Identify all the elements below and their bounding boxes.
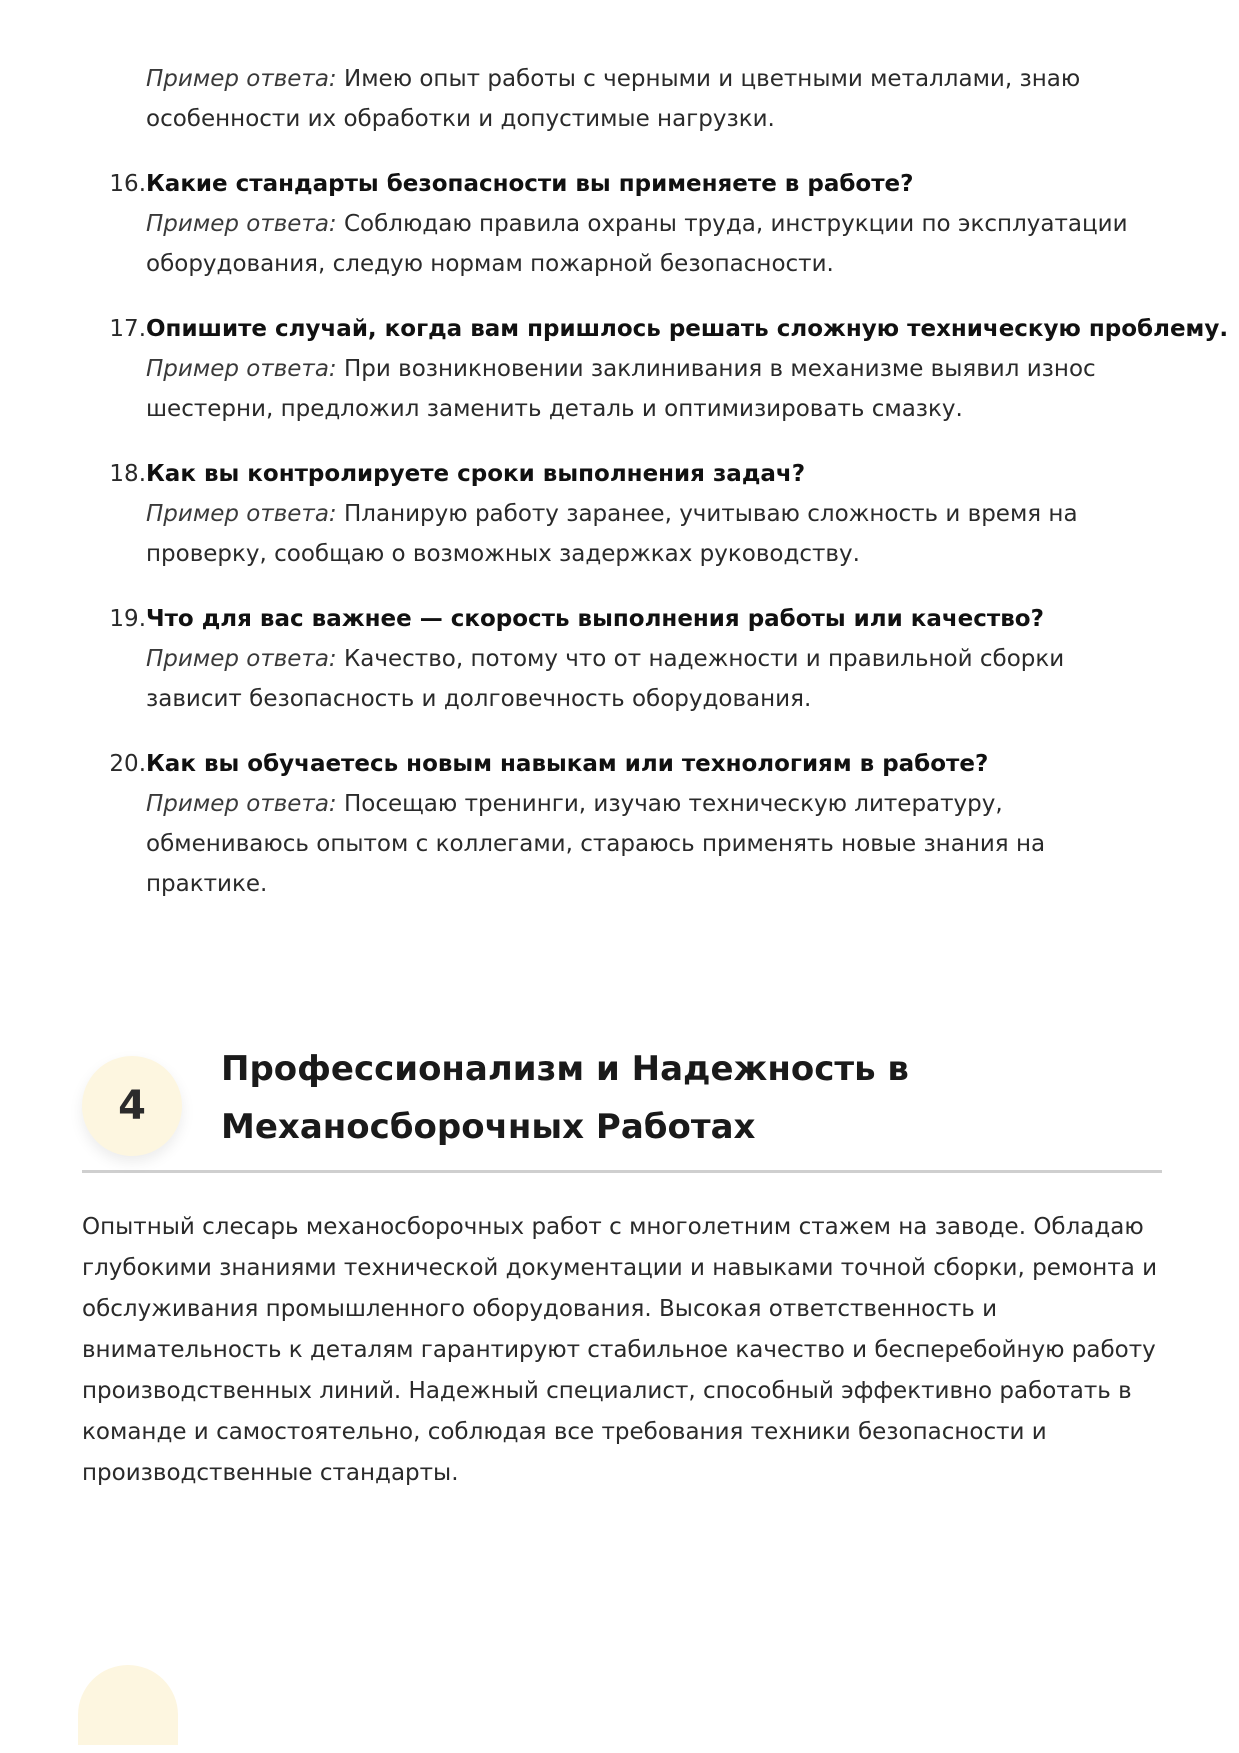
answer-text: При возникновении заклинивания в механизме выявил износ шестерни, предложил заменить деталь и оптимизировать смазку.: [146, 356, 1096, 422]
answer-label: Пример ответа:: [146, 211, 337, 237]
section-title: Профессионализм и Надежность в Механосборочных Работах: [221, 1049, 909, 1147]
qa-number: 20.: [109, 751, 146, 777]
qa-question: Что для вас важнее — скорость выполнения работы или качество?: [146, 606, 1044, 632]
answer-label: Пример ответа:: [146, 66, 337, 92]
section-number-badge: 4: [82, 1056, 182, 1156]
answer-label: Пример ответа:: [146, 356, 337, 382]
qa-answer: [146, 204, 1146, 284]
qa-number: 19.: [109, 606, 146, 632]
qa-answer: [146, 639, 1146, 719]
qa-question: Опишите случай, когда вам пришлось решать сложную техническую проблему.: [146, 316, 1229, 342]
qa-number: 18.: [109, 461, 146, 487]
answer-label: Пример ответа:: [146, 791, 337, 817]
qa-answer: [146, 784, 1146, 904]
intro-answer: [146, 59, 1146, 139]
qa-question: Какие стандарты безопасности вы применяете в работе?: [146, 171, 914, 197]
answer-text: Соблюдаю правила охраны труда, инструкции по эксплуатации оборудования, следую нормам пожарной безопасности.: [146, 211, 1128, 277]
qa-number: 16.: [109, 171, 146, 197]
section-header: [82, 1040, 1162, 1173]
answer-text: Планирую работу заранее, учитываю сложность и время на проверку, сообщаю о возможных задержках руководству.: [146, 501, 1078, 567]
next-section-badge: [78, 1665, 178, 1745]
qa-answer: [146, 349, 1146, 429]
qa-answer: [146, 494, 1146, 574]
qa-question: Как вы контролируете сроки выполнения задач?: [146, 461, 806, 487]
section-body: Опытный слесарь механосборочных работ с многолетним стажем на заводе. Обладаю глубокими знаниями технической документации и навыками точной сборки, ремонта и обслуживания промышленного оборудования. Высокая ответственность и внимательность к деталям гарантируют стабильное качество и бесперебойную работу производственных линий. Надежный специалист, способный эффективно работать в команде и самостоятельно, соблюдая все требования техники безопасности и производственные стандарты.: [82, 1214, 1158, 1486]
answer-label: Пример ответа:: [146, 646, 337, 672]
answer-text: Качество, потому что от надежности и правильной сборки зависит безопасность и долговечность оборудования.: [146, 646, 1065, 712]
qa-number: 17.: [109, 316, 146, 342]
qa-question: Как вы обучаетесь новым навыкам или технологиям в работе?: [146, 751, 989, 777]
answer-text: Посещаю тренинги, изучаю техническую литературу, обмениваюсь опытом с коллегами, стараюсь применять новые знания на практике.: [146, 791, 1046, 897]
answer-text: Имею опыт работы с черными и цветными металлами, знаю особенности их обработки и допустимые нагрузки.: [146, 66, 1081, 132]
answer-label: Пример ответа:: [146, 501, 337, 527]
